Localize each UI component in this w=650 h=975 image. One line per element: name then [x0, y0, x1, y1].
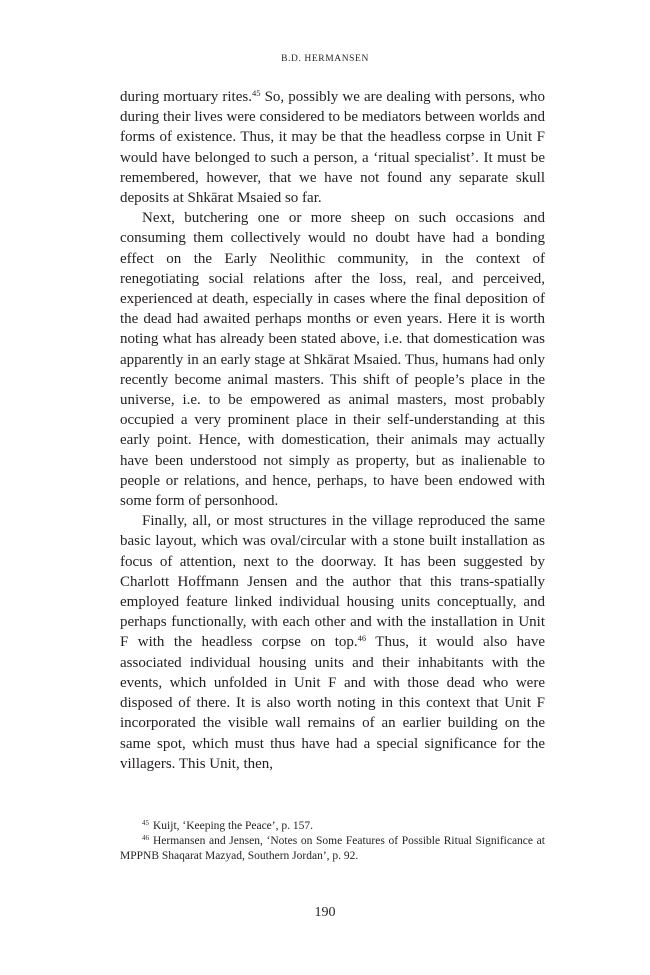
footnote-text-45: Kuijt, ‘Keeping the Peace’, p. 157. [153, 820, 313, 832]
running-head: B.D. HERMANSEN [281, 54, 369, 64]
paragraph-1 [120, 87, 545, 208]
footnote-number-46: 46 [142, 834, 149, 842]
footnotes [120, 819, 545, 864]
footnote-ref-46[interactable]: 46 [357, 633, 367, 644]
paragraph-3 [120, 511, 545, 774]
body-text [120, 87, 545, 774]
footnote-45 [120, 819, 545, 834]
footnote-46 [120, 834, 545, 864]
footnote-ref-45[interactable]: 45 [251, 88, 261, 98]
paragraph-1-text-b: So, possibly we are dealing with persons, who during their lives were considered to be mediators between worlds and forms of existence. Thus, it may be that the headless corpse in Unit F would have belonged to such a person, a ‘ritual specialist’. It must be remembered, however, that we have not found any separate skull deposits at Shkārat Msaied so far. [120, 89, 545, 207]
paragraph-3-text-a: Finally, all, or most structures in the village reproduced the same basic layout, which was oval/circular with a stone built installation as focus of attention, next to the doorway. It has been suggested by Charlott Hoffmann Jensen and the author that this trans-spatially employed feature linked individual housing units conceptually, and perhaps functionally, with each other and with the installation in Unit F with the headless corpse on top. [120, 513, 545, 651]
footnote-number-45: 45 [142, 819, 149, 827]
page-number: 190 [314, 905, 336, 920]
paragraph-1-text-a: during mortuary rites. [120, 89, 252, 105]
paragraph-2: Next, butchering one or more sheep on such occasions and consuming them collectively would no doubt have had a bonding effect on the Early Neolithic community, in the context of renegotiating social relations after the loss, real, and perceived, experienced at death, especially in cases where the final deposition of the dead had awaited perhaps months or even years. Here it is worth noting what has already been stated above, i.e. that domestication was apparently in an early stage at Shkārat Msaied. Thus, humans had only recently become animal masters. This shift of people’s place in the universe, i.e. to be empowered as animal masters, most probably occupied a very prominent place in their self-understanding at this early point. Hence, with domestication, their animals may actually have been understood not simply as property, but as inalienable to people or relations, and hence, perhaps, to have been endowed with some form of personhood. [120, 210, 545, 510]
footnote-text-46: Hermansen and Jensen, ‘Notes on Some Features of Possible Ritual Significance at MPPNB Shaqarat Mazyad, Southern Jordan’, p. 92. [120, 835, 545, 862]
paragraph-3-text-b: Thus, it would also have associated individual housing units and their inhabitants with the events, which unfolded in Unit F and with those dead who were disposed of there. It is also worth noting in this context that Unit F incorporated the visible wall remains of an earlier building on the same spot, which must thus have had a special significance for the villagers. This Unit, then, [120, 634, 546, 772]
